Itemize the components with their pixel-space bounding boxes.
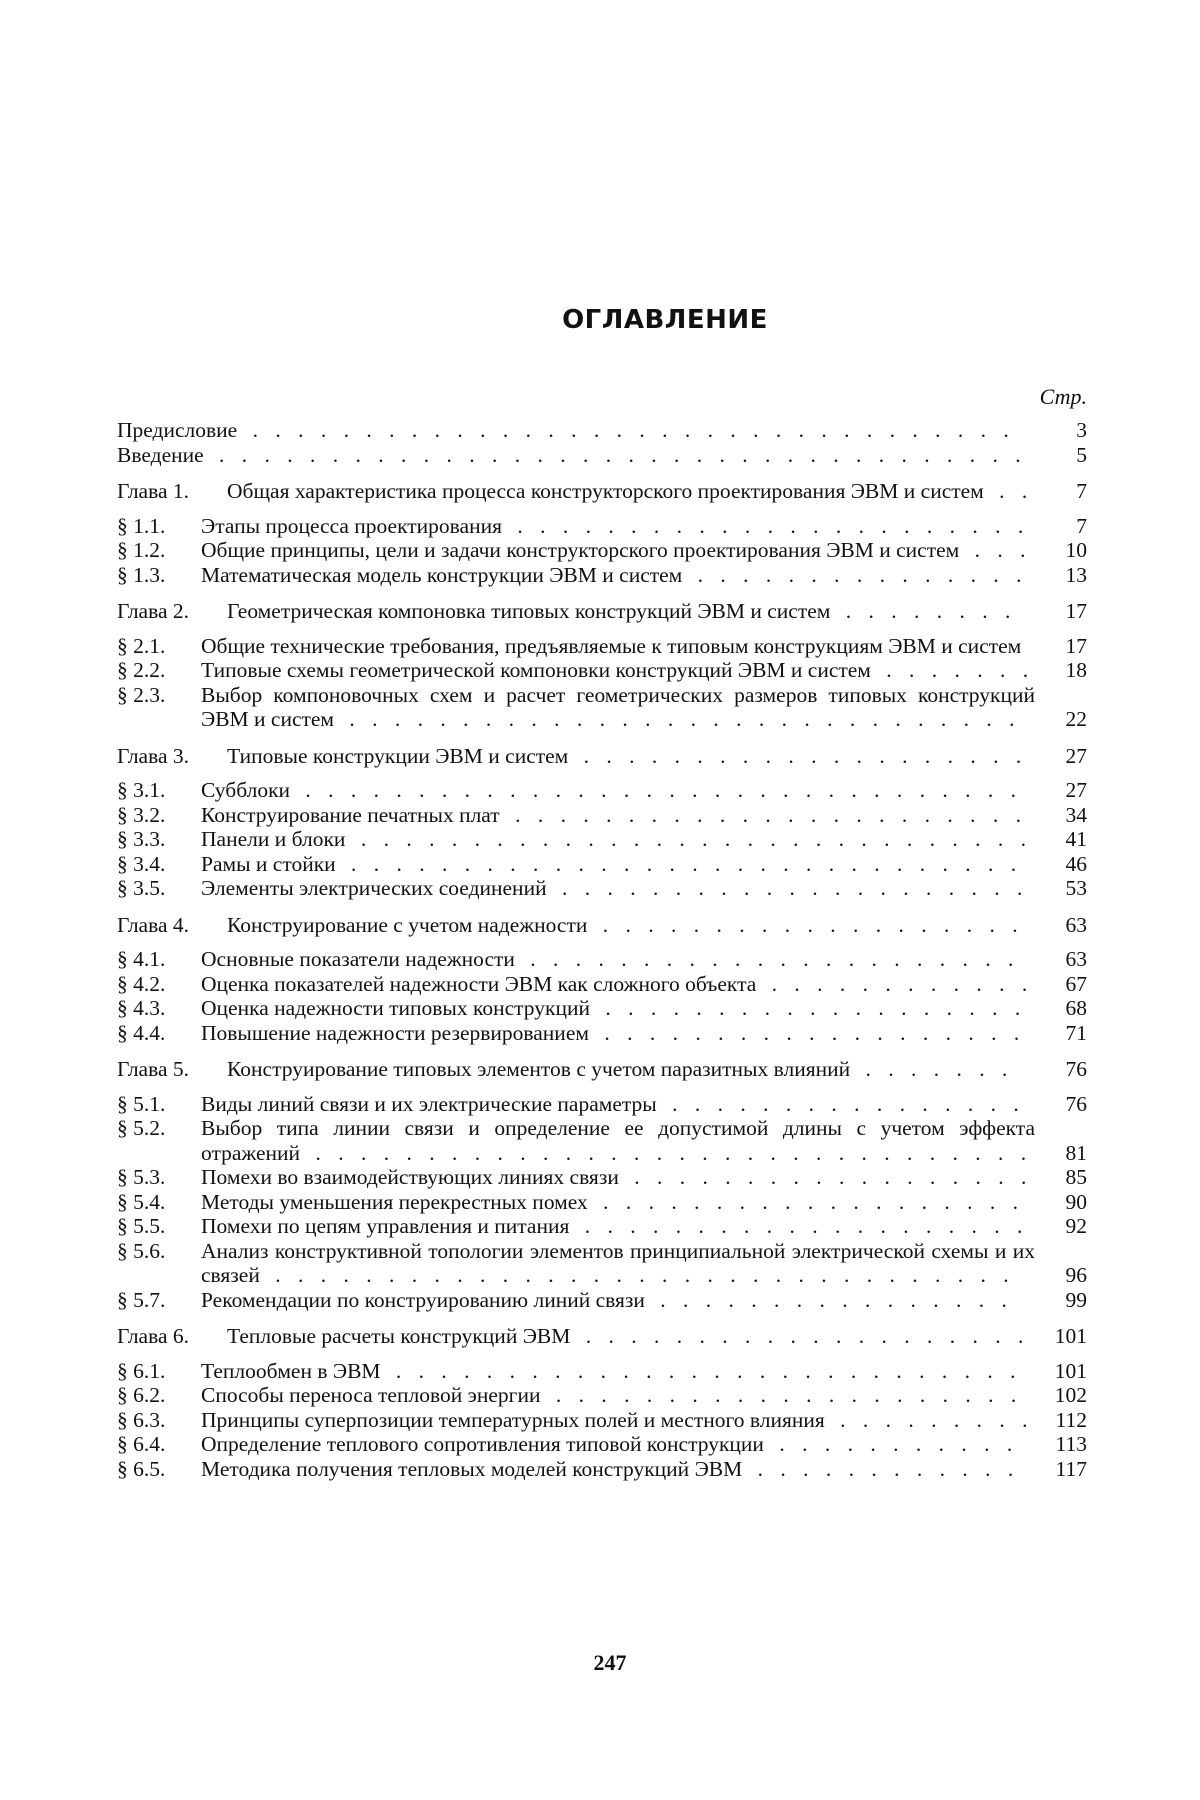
toc-page-number: 41 bbox=[1065, 827, 1087, 851]
leader-dots: . . . . . . . . . . . . . . . . . . . . . bbox=[544, 1383, 1023, 1407]
section-number: § 6.5. bbox=[117, 1456, 166, 1481]
toc-entry-title: Рамы и стойки bbox=[201, 852, 340, 876]
chapter-number: Глава 6. bbox=[117, 1324, 189, 1348]
toc-entry-body bbox=[117, 876, 1035, 901]
toc-entry-body bbox=[117, 1116, 1035, 1165]
toc-entry-title: Основные показатели надежности bbox=[201, 947, 519, 971]
toc-page-number: 113 bbox=[1055, 1432, 1087, 1456]
toc-entry-text bbox=[201, 563, 1035, 588]
toc-entry-body bbox=[117, 538, 1035, 563]
toc-entry-body bbox=[117, 443, 1035, 468]
section-number: § 4.2. bbox=[117, 971, 166, 996]
toc-entry-title: Типовые схемы геометрической компоновки конструкций ЭВМ и систем bbox=[201, 658, 875, 682]
toc-entry-title: Помехи по цепям управления и питания bbox=[201, 1214, 573, 1238]
page-number: 247 bbox=[593, 1650, 627, 1675]
leader-dots: . . . . . . . . . . . . bbox=[746, 1456, 1020, 1481]
section-number: § 3.3. bbox=[117, 827, 166, 851]
toc-entry-text bbox=[201, 1116, 1035, 1165]
leader-dots: . . . . . . . . . . . . bbox=[760, 971, 1034, 996]
toc-page-number: 3 bbox=[1076, 418, 1087, 442]
toc-page-number: 99 bbox=[1065, 1287, 1087, 1312]
toc-entry-text bbox=[227, 479, 1035, 504]
section-number: § 5.2. bbox=[117, 1116, 166, 1140]
toc-entry-title: Предисловие bbox=[117, 418, 241, 442]
section-number: § 3.4. bbox=[117, 851, 166, 876]
leader-dots: . . . . . . . . . . . . . . . . . . . . . . . bbox=[505, 513, 1030, 538]
toc-section-entry[interactable] bbox=[117, 563, 1087, 588]
toc-chapter-entry[interactable] bbox=[117, 1324, 1087, 1349]
leader-dots: . . . . . . . . . . . . . . . . bbox=[648, 1287, 1013, 1312]
leader-dots: . . . . . . . . . . . . . . . . . . . . . . . . . . . . . . . . . bbox=[263, 1263, 1015, 1287]
toc-section-entry[interactable] bbox=[117, 1116, 1087, 1165]
toc-entry-body bbox=[117, 1239, 1035, 1288]
toc-section-entry[interactable] bbox=[117, 634, 1087, 659]
toc-entry-body bbox=[117, 1383, 1035, 1408]
leader-dots: . . . . . . . . . . . . . . . . . . . . bbox=[574, 1324, 1030, 1348]
toc-chapter-entry[interactable] bbox=[117, 1057, 1087, 1082]
toc-page-number: 101 bbox=[1054, 1324, 1087, 1348]
section-number: § 5.3. bbox=[117, 1165, 166, 1189]
toc-entry-text bbox=[201, 1190, 1035, 1215]
toc-entry-text bbox=[201, 778, 1035, 803]
toc-entry-title: Этапы процесса проектирования bbox=[201, 514, 506, 538]
leader-dots: . . . . . . . . . . . . . . . . . . . . . bbox=[550, 876, 1029, 900]
leader-dots: . . . . . . . . . . . . . . . . . . . . . . . . . . . . . . bbox=[339, 851, 1023, 876]
toc-section-entry[interactable] bbox=[117, 1165, 1087, 1190]
toc-entry-body bbox=[117, 972, 1035, 997]
toc-entry-text bbox=[201, 1021, 1035, 1046]
toc-page-number: 81 bbox=[1065, 1140, 1087, 1165]
leader-dots: . . . . . . . . . . . . . . . . . . bbox=[622, 1165, 1033, 1189]
chapter-number: Глава 5. bbox=[117, 1057, 189, 1081]
toc-entry-title: Общие принципы, цели и задачи конструкторского проектирования ЭВМ и систем bbox=[201, 538, 963, 562]
toc-page-number: 46 bbox=[1065, 851, 1087, 876]
leader-dots: . . . . . . . . . . . . . . . . . . . . . . . . . . . . . . . . bbox=[304, 1140, 1033, 1165]
toc-entry-text bbox=[201, 1214, 1035, 1239]
table-of-contents bbox=[117, 418, 1087, 1481]
section-number: § 3.2. bbox=[117, 802, 166, 827]
toc-section-entry[interactable] bbox=[117, 1432, 1087, 1457]
toc-entry-title: Оценка показателей надежности ЭВМ как сложного объекта bbox=[201, 972, 760, 996]
toc-entry-body bbox=[117, 634, 1035, 659]
toc-entry-title: Общая характеристика процесса конструкторского проектирования ЭВМ и систем bbox=[227, 479, 988, 503]
toc-page-number: 117 bbox=[1055, 1456, 1087, 1481]
toc-entry-text bbox=[201, 972, 1035, 997]
leader-dots: . . . . . . . . . . . . . . . . . . . bbox=[591, 1189, 1025, 1214]
toc-section-entry[interactable] bbox=[117, 947, 1087, 972]
toc-entry-body bbox=[117, 479, 1035, 504]
toc-entry-body bbox=[117, 744, 1035, 769]
toc-entry-title: Введение bbox=[117, 443, 208, 467]
section-number: § 1.3. bbox=[117, 562, 166, 587]
toc-entry-text bbox=[201, 1457, 1035, 1482]
toc-entry-text bbox=[201, 876, 1035, 901]
toc-page-number: 22 bbox=[1065, 707, 1087, 731]
toc-page-number: 71 bbox=[1065, 1020, 1087, 1045]
toc-entry-title: Тепловые расчеты конструкций ЭВМ bbox=[227, 1324, 574, 1348]
toc-entry-body bbox=[117, 599, 1035, 624]
toc-entry-body bbox=[117, 947, 1035, 972]
chapter-number: Глава 2. bbox=[117, 599, 189, 623]
section-number: § 2.3. bbox=[117, 682, 166, 707]
toc-entry-text bbox=[201, 1408, 1035, 1433]
toc-entry-text bbox=[201, 1165, 1035, 1190]
toc-entry-body bbox=[117, 913, 1035, 938]
section-number: § 6.4. bbox=[117, 1432, 166, 1456]
section-number: § 6.2. bbox=[117, 1383, 166, 1407]
toc-section-entry[interactable] bbox=[117, 827, 1087, 852]
section-number: § 4.3. bbox=[117, 996, 166, 1020]
toc-entry-body bbox=[117, 1324, 1035, 1349]
section-number: § 3.1. bbox=[117, 778, 166, 802]
toc-entry-body bbox=[117, 1190, 1035, 1215]
toc-page-number: 90 bbox=[1065, 1189, 1087, 1214]
toc-page-number: 68 bbox=[1065, 996, 1087, 1020]
toc-entry-body bbox=[117, 996, 1035, 1021]
section-number: § 5.4. bbox=[117, 1189, 166, 1214]
leader-dots: . . . . . . . . . . . . . . . . bbox=[660, 1091, 1025, 1116]
toc-chapter-entry[interactable] bbox=[117, 479, 1087, 504]
toc-chapter-entry[interactable] bbox=[117, 599, 1087, 624]
toc-section-entry[interactable] bbox=[117, 1092, 1087, 1117]
toc-section-entry[interactable] bbox=[117, 1383, 1087, 1408]
leader-dots: . . . . . . . . . . . . . . . . . . . . . . bbox=[518, 947, 1020, 971]
toc-entry-title: Принципы суперпозиции температурных полей и местного влияния bbox=[201, 1408, 829, 1432]
toc-entry-body bbox=[117, 803, 1035, 828]
toc-entry-title: Математическая модель конструкции ЭВМ и систем bbox=[201, 563, 686, 587]
toc-page-number: 7 bbox=[1076, 479, 1087, 503]
toc-entry-title: Общие технические требования, предъявляемые к типовым конструкциям ЭВМ и систем bbox=[201, 634, 1025, 658]
toc-entry-body bbox=[117, 658, 1035, 683]
toc-entry-body bbox=[117, 1408, 1035, 1433]
toc-entry-title: Выбор компоновочных схем и расчет геометрических размеров типовых конструкций ЭВМ и систем bbox=[201, 682, 1035, 731]
toc-page-number: 17 bbox=[1065, 633, 1087, 658]
chapter-number: Глава 1. bbox=[117, 479, 189, 503]
toc-page-number: 53 bbox=[1065, 876, 1087, 900]
toc-entry-title: Субблоки bbox=[201, 778, 294, 802]
section-number: § 5.1. bbox=[117, 1091, 166, 1116]
toc-section-entry[interactable] bbox=[117, 1190, 1087, 1215]
toc-entry-text bbox=[117, 443, 1035, 468]
toc-entry-title: Повышение надежности резервированием bbox=[201, 1021, 593, 1045]
section-number: § 5.5. bbox=[117, 1214, 166, 1238]
toc-entry-text bbox=[227, 913, 1035, 938]
toc-front-entry[interactable] bbox=[117, 443, 1087, 468]
toc-page-number: 96 bbox=[1065, 1263, 1087, 1287]
section-number: § 5.7. bbox=[117, 1287, 166, 1312]
toc-page-number: 63 bbox=[1065, 947, 1087, 971]
toc-entry-text bbox=[201, 1092, 1035, 1117]
leader-dots: . . . bbox=[963, 538, 1032, 562]
toc-section-entry[interactable] bbox=[117, 803, 1087, 828]
toc-section-entry[interactable] bbox=[117, 1021, 1087, 1046]
toc-entry-text bbox=[201, 996, 1035, 1021]
toc-entry-text bbox=[227, 1057, 1035, 1082]
toc-section-entry[interactable] bbox=[117, 658, 1087, 683]
toc-page-number: 102 bbox=[1054, 1383, 1087, 1407]
toc-section-entry[interactable] bbox=[117, 996, 1087, 1021]
leader-dots: . . . . . . . . . . . . . . . . . . . bbox=[592, 1020, 1026, 1045]
toc-entry-body bbox=[117, 1165, 1035, 1190]
page-column-label: Стр. bbox=[1039, 384, 1087, 409]
toc-chapter-entry[interactable] bbox=[117, 744, 1087, 769]
toc-entry-title: Рекомендации по конструированию линий связи bbox=[201, 1288, 649, 1312]
toc-entry-text bbox=[201, 683, 1035, 732]
toc-front-entry[interactable] bbox=[117, 418, 1087, 443]
toc-entry-text bbox=[201, 1432, 1035, 1457]
section-number: § 4.4. bbox=[117, 1020, 166, 1045]
leader-dots: . . . . . . . . . . . . . . . . . . . . . . . . . . . . . . . . . . bbox=[241, 418, 1015, 442]
toc-section-entry[interactable] bbox=[117, 683, 1087, 732]
toc-entry-title: Оценка надежности типовых конструкций bbox=[201, 996, 594, 1020]
section-number: § 6.1. bbox=[117, 1358, 166, 1383]
toc-entry-title: Геометрическая компоновка типовых конструкций ЭВМ и систем bbox=[227, 599, 834, 623]
leader-dots: . . . . . . . . . . . . . . . . . . . bbox=[591, 912, 1024, 937]
section-number: § 1.2. bbox=[117, 538, 166, 562]
toc-entry-text bbox=[201, 1359, 1035, 1384]
leader-dots: . . . . . . . . . . . bbox=[767, 1432, 1019, 1456]
toc-entry-body bbox=[117, 852, 1035, 877]
toc-entry-text bbox=[201, 658, 1035, 683]
toc-entry-text bbox=[201, 1383, 1035, 1408]
toc-entry-title: Конструирование типовых элементов с учетом паразитных влияний bbox=[227, 1057, 854, 1081]
toc-entry-body bbox=[117, 1092, 1035, 1117]
toc-entry-body bbox=[117, 1288, 1035, 1313]
toc-entry-title: Анализ конструктивной топологии элементов принципиальной электрической схемы и их связей bbox=[201, 1238, 1035, 1287]
toc-entry-body bbox=[117, 778, 1035, 803]
toc-entry-text bbox=[227, 744, 1035, 769]
toc-chapter-entry[interactable] bbox=[117, 913, 1087, 938]
toc-page-number: 18 bbox=[1065, 658, 1087, 682]
toc-section-entry[interactable] bbox=[117, 778, 1087, 803]
leader-dots: . . . . . . . bbox=[854, 1057, 1014, 1081]
toc-section-entry[interactable] bbox=[117, 1239, 1087, 1288]
leader-dots: . . . . . . . . . . . . . . . bbox=[686, 562, 1028, 587]
toc-entry-text bbox=[201, 803, 1035, 828]
toc-page-number: 7 bbox=[1076, 513, 1087, 538]
toc-entry-body bbox=[117, 1359, 1035, 1384]
toc-entry-body bbox=[117, 1432, 1035, 1457]
leader-dots: . . bbox=[987, 479, 1034, 503]
section-number: § 6.3. bbox=[117, 1407, 166, 1432]
toc-entry-text bbox=[201, 1239, 1035, 1288]
toc-entry-title: Виды линий связи и их электрические параметры bbox=[201, 1092, 661, 1116]
toc-entry-text bbox=[201, 538, 1035, 563]
toc-page-number: 27 bbox=[1065, 778, 1087, 802]
toc-entry-body bbox=[117, 1457, 1035, 1482]
toc-page-number: 67 bbox=[1065, 971, 1087, 996]
toc-entry-text bbox=[201, 852, 1035, 877]
leader-dots: . . . . . . . . bbox=[834, 599, 1017, 623]
toc-section-entry[interactable] bbox=[117, 1408, 1087, 1433]
toc-entry-title: Определение теплового сопротивления типовой конструкции bbox=[201, 1432, 768, 1456]
page-title: ОГЛАВЛЕНИЕ bbox=[562, 305, 768, 335]
section-number: § 3.5. bbox=[117, 876, 166, 900]
toc-entry-text bbox=[201, 514, 1035, 539]
leader-dots: . . . . . . . . . . . . . . . . . . . . . . . bbox=[503, 802, 1027, 827]
toc-section-entry[interactable] bbox=[117, 1214, 1087, 1239]
toc-entry-text bbox=[201, 634, 1035, 659]
toc-entry-text bbox=[201, 947, 1035, 972]
leader-dots: . . . . . . . . . . . . . . . . . . . . . . . . . . . . . . bbox=[338, 707, 1021, 731]
toc-entry-title: Конструирование с учетом надежности bbox=[227, 913, 591, 937]
toc-entry-text bbox=[117, 418, 1035, 443]
leader-dots: . . . . . . . . . . . . . . . . . . . . . . . . . . . . . . bbox=[349, 827, 1032, 851]
leader-dots: . . . . . . . . . . . . . . . . . . . . bbox=[573, 1214, 1029, 1238]
toc-entry-body bbox=[117, 1214, 1035, 1239]
toc-section-entry[interactable] bbox=[117, 1457, 1087, 1482]
chapter-number: Глава 4. bbox=[117, 912, 189, 937]
toc-section-entry[interactable] bbox=[117, 514, 1087, 539]
toc-section-entry[interactable] bbox=[117, 972, 1087, 997]
toc-entry-text bbox=[201, 1288, 1035, 1313]
toc-entry-body bbox=[117, 1057, 1035, 1082]
toc-entry-title: Конструирование печатных плат bbox=[201, 803, 504, 827]
toc-entry-body bbox=[117, 827, 1035, 852]
toc-entry-title: Теплообмен в ЭВМ bbox=[201, 1359, 385, 1383]
toc-entry-title: Типовые конструкции ЭВМ и систем bbox=[227, 744, 572, 768]
leader-dots: . . . . . . . . . . . . . . . . . . . . . . . . . . . . . . . . bbox=[294, 778, 1023, 802]
leader-dots: . . . . . . . . . . . . . . . . . . . . . . . . . . . . . . . . . . . . bbox=[207, 442, 1027, 467]
toc-page-number: 17 bbox=[1065, 599, 1087, 623]
leader-dots: . . . . . . . . . . . . . . . . . . . bbox=[593, 996, 1027, 1020]
toc-entry-body bbox=[117, 1021, 1035, 1046]
toc-page-number: 76 bbox=[1065, 1091, 1087, 1116]
toc-page-number: 92 bbox=[1065, 1214, 1087, 1238]
toc-entry-title: Выбор типа линии связи и определение ее допустимой длины с учетом эффекта отражений bbox=[201, 1116, 1035, 1165]
section-number: § 2.2. bbox=[117, 658, 166, 682]
toc-entry-body bbox=[117, 563, 1035, 588]
toc-page-number: 34 bbox=[1065, 802, 1087, 827]
section-number: § 1.1. bbox=[117, 513, 166, 538]
toc-entry-text bbox=[227, 1324, 1035, 1349]
toc-entry-title: Методика получения тепловых моделей конструкций ЭВМ bbox=[201, 1457, 746, 1481]
leader-dots: . . . . . . . . . bbox=[828, 1407, 1034, 1432]
toc-page-number: 27 bbox=[1065, 743, 1087, 768]
toc-section-entry[interactable] bbox=[117, 1359, 1087, 1384]
toc-page-number: 63 bbox=[1065, 912, 1087, 937]
chapter-number: Глава 3. bbox=[117, 743, 189, 768]
section-number: § 4.1. bbox=[117, 947, 166, 971]
toc-entry-title: Помехи во взаимодействующих линиях связи bbox=[201, 1165, 623, 1189]
toc-section-entry[interactable] bbox=[117, 852, 1087, 877]
toc-page-number: 85 bbox=[1065, 1165, 1087, 1189]
toc-page-number: 5 bbox=[1076, 442, 1087, 467]
toc-section-entry[interactable] bbox=[117, 876, 1087, 901]
toc-page-number: 101 bbox=[1054, 1358, 1087, 1383]
toc-page-number: 76 bbox=[1065, 1057, 1087, 1081]
toc-entry-body bbox=[117, 683, 1035, 732]
toc-entry-body bbox=[117, 418, 1035, 443]
toc-entry-title: Элементы электрических соединений bbox=[201, 876, 551, 900]
toc-section-entry[interactable] bbox=[117, 538, 1087, 563]
leader-dots: . . . . . . . . . . . . . . . . . . . . bbox=[572, 743, 1028, 768]
toc-entry-text bbox=[201, 827, 1035, 852]
toc-entry-body bbox=[117, 514, 1035, 539]
section-number: § 5.6. bbox=[117, 1238, 166, 1263]
toc-entry-title: Методы уменьшения перекрестных помех bbox=[201, 1190, 592, 1214]
toc-page-number: 10 bbox=[1065, 538, 1087, 562]
toc-entry-title: Способы переноса тепловой энергии bbox=[201, 1383, 544, 1407]
toc-page-number: 112 bbox=[1055, 1407, 1087, 1432]
leader-dots: . . . . . . . . . . . . . . . . . . . . . . . . . . . . bbox=[384, 1358, 1022, 1383]
toc-section-entry[interactable] bbox=[117, 1288, 1087, 1313]
leader-dots: . . . . . . . bbox=[874, 658, 1035, 682]
toc-entry-text bbox=[227, 599, 1035, 624]
section-number: § 2.1. bbox=[117, 633, 166, 658]
toc-entry-title: Панели и блоки bbox=[201, 827, 349, 851]
toc-page-number: 13 bbox=[1065, 562, 1087, 587]
